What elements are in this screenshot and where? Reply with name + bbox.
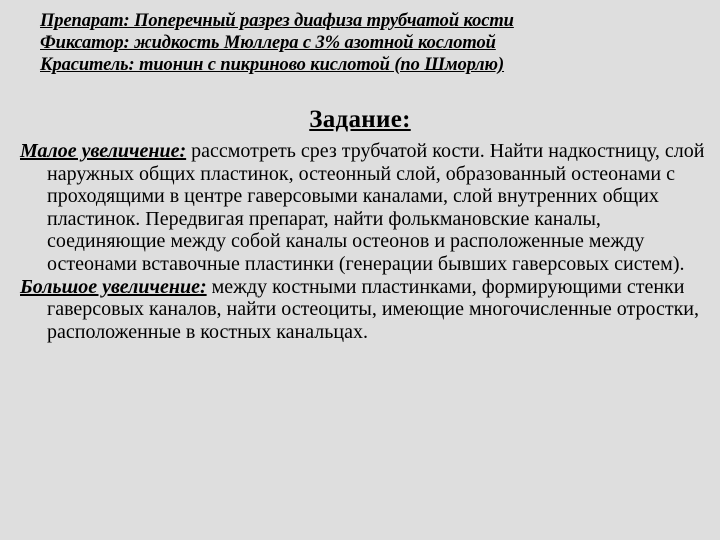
- fixative-line: Фиксатор: жидкость Мюллера с 3% азотной кослотой: [40, 33, 496, 53]
- high-magnification-text: между костными пластинками, формирующими стенки гаверсовых каналов, найти остеоциты, имеющие многочисленные отростки, расположенные в костных канальцах.: [47, 275, 699, 343]
- task-heading: Задание:: [309, 106, 411, 133]
- low-magnification-paragraph: [20, 140, 705, 276]
- task-description: [20, 140, 705, 343]
- preparation-info: [40, 10, 680, 76]
- low-magnification-label: Малое увеличение:: [20, 140, 187, 162]
- high-magnification-label: Большое увеличение:: [20, 275, 207, 298]
- task-heading-wrapper: [0, 106, 720, 134]
- preparation-line: Препарат: Поперечный разрез диафиза трубчатой кости: [40, 11, 514, 31]
- stain-line: Краситель: тионин с пикриново кислотой (по Шморлю): [40, 55, 505, 75]
- low-magnification-text: рассмотреть срез трубчатой кости. Найти надкостницу, слой наружных общих пластинок, остеонный слой, образованный остеонами с проходящими в центре гаверсовыми каналами, слой внутренних общих пластинок. Передвигая препарат, найти фолькмановские каналы, соединяющие между собой каналы остеонов и расположенные между остеонами вставочные пластинки (генерации бывших гаверсовых систем).: [47, 140, 705, 275]
- high-magnification-paragraph: [20, 276, 705, 344]
